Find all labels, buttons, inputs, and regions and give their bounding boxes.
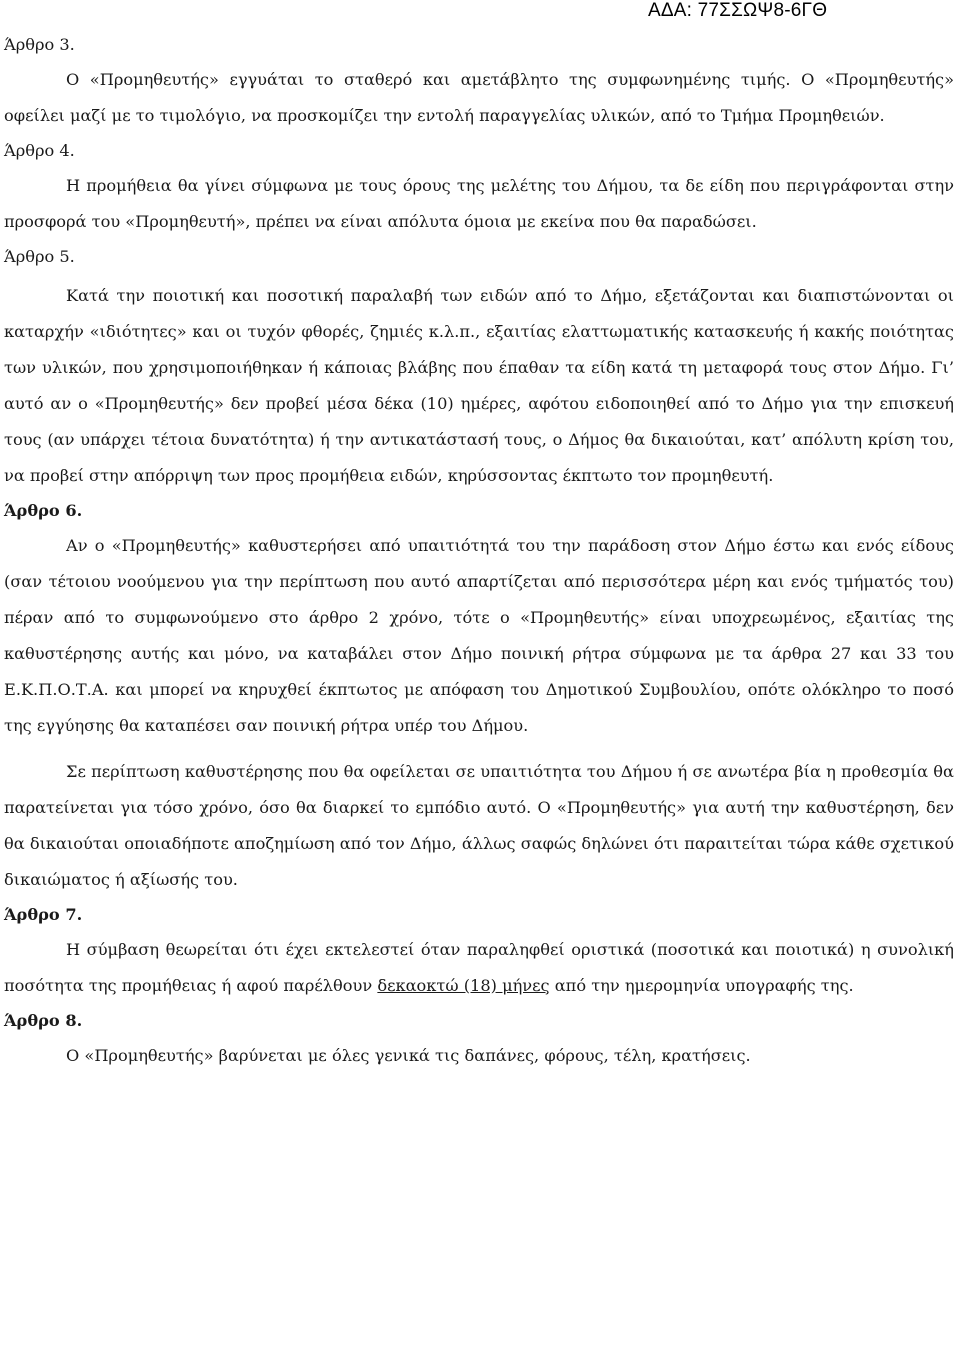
article-7-text-after: από την ημερομηνία υπογραφής της. [549, 976, 854, 995]
article-7-text-before: Η σύμβαση θεωρείται ότι έχει εκτελεστεί όταν παραληφθεί οριστικά (ποσοτικά και ποιοτικά) η συνολική ποσότητα της προμήθειας ή αφού παρέλθουν [4, 940, 954, 995]
article-5 [4, 240, 954, 494]
article-6 [4, 494, 954, 898]
article-6-title: Άρθρο 6. [4, 501, 83, 520]
article-3 [4, 28, 954, 134]
document-body [4, 28, 954, 1074]
article-4 [4, 134, 954, 240]
article-4-title: Άρθρο 4. [4, 141, 75, 160]
article-6-paragraph-1: Αν ο «Προμηθευτής» καθυστερήσει από υπαιτιότητά του την παράδοση στον Δήμο έστω και ενός είδους (σαν τέτοιου νοούμενου για την περίπτωση που αυτό απαρτίζεται από περισσότερα μέρη και ενός τμήματός του) πέραν από το συμφωνούμενο στο άρθρο 2 χρόνο, τότε ο «Προμηθευτής» είναι υποχρεωμένος, εξαιτίας της καθυστέρησης αυτής και μόνο, να καταβάλει στον Δήμο ποινική ρήτρα σύμφωνα με τα άρθρα 27 και 33 του Ε.Κ.Π.Ο.Τ.Α. και μπορεί να κηρυχθεί έκπτωτος με απόφαση του Δημοτικού Συμβουλίου, οπότε ολόκληρο το ποσό της εγγύησης θα καταπέσει σαν ποινική ρήτρα υπέρ του Δήμου. [4, 536, 954, 735]
article-4-paragraph: Η προμήθεια θα γίνει σύμφωνα με τους όρους της μελέτης του Δήμου, τα δε είδη που περιγράφονται στην προσφορά του «Προμηθευτή», πρέπει να είναι απόλυτα όμοια με εκείνα που θα παραδώσει. [4, 176, 954, 231]
article-5-paragraph: Κατά την ποιοτική και ποσοτική παραλαβή των ειδών από το Δήμο, εξετάζονται και διαπιστώνονται οι καταρχήν «ιδιότητες» και οι τυχόν φθορές, ζημιές κ.λ.π., εξαιτίας ελαττωματικής κατασκευής ή κακής ποιότητας των υλικών, που χρησιμοποιήθηκαν ή κάποιας βλάβης που έπαθαν τα είδη κατά τη μεταφορά τους στον Δήμο. Γι’ αυτό αν ο «Προμηθευτής» δεν προβεί μέσα δέκα (10) ημέρες, αφότου ειδοποιηθεί από το Δήμο για την επισκευή τους (αν υπάρχει τέτοια δυνατότητα) ή την αντικατάστασή τους, ο Δήμος θα δικαιούται, κατ’ απόλυτη κρίση του, να προβεί στην απόρριψη των προς προμήθεια ειδών, κηρύσσοντας έκπτωτο τον προμηθευτή. [4, 286, 954, 485]
article-6-paragraph-2: Σε περίπτωση καθυστέρησης που θα οφείλεται σε υπαιτιότητα του Δήμου ή σε ανωτέρα βία η προθεσμία θα παρατείνεται για τόσο χρόνο, όσο θα διαρκεί το εμπόδιο αυτό. Ο «Προμηθευτής» για αυτή την καθυστέρηση, δεν θα δικαιούται οποιαδήποτε αποζημίωση από τον Δήμο, άλλως σαφώς δηλώνει ότι παραιτείται τώρα κάθε σχετικού δικαιώματος ή αξίωσής του. [4, 762, 955, 889]
article-8-paragraph: Ο «Προμηθευτής» βαρύνεται με όλες γενικά τις δαπάνες, φόρους, τέλη, κρατήσεις. [66, 1046, 751, 1065]
article-7-title: Άρθρο 7. [4, 905, 83, 924]
article-3-title: Άρθρο 3. [4, 35, 75, 54]
article-3-paragraph: Ο «Προμηθευτής» εγγυάται το σταθερό και αμετάβλητο της συμφωνημένης τιμής. Ο «Προμηθευτής» οφείλει μαζί με το τιμολόγιο, να προσκομίζει την εντολή παραγγελίας υλικών, από το Τμήμα Προμηθειών. [4, 70, 954, 125]
article-5-title: Άρθρο 5. [4, 247, 75, 266]
article-8-title: Άρθρο 8. [4, 1011, 83, 1030]
ada-code: ΑΔΑ: 77ΣΣΩΨ8-6ΓΘ [648, 0, 828, 21]
article-8 [4, 1004, 954, 1074]
article-7-duration-underlined: δεκαοκτώ (18) μήνες [377, 976, 550, 995]
article-7-paragraph [4, 932, 954, 1004]
article-7 [4, 898, 954, 1004]
